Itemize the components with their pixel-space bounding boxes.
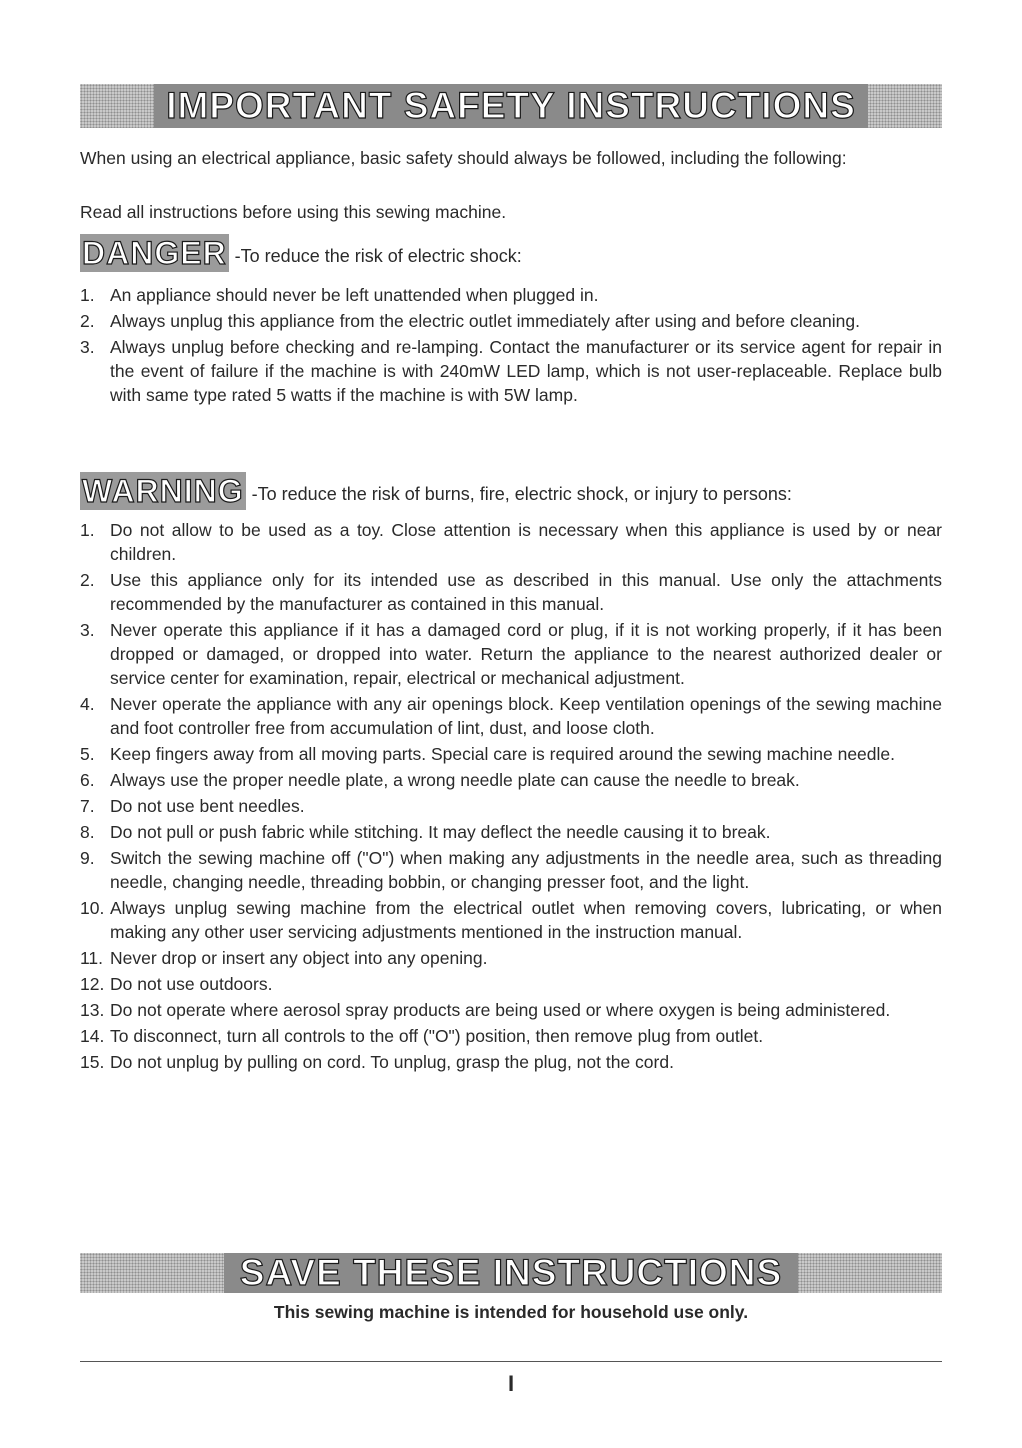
warning-description: -To reduce the risk of burns, fire, electric shock, or injury to persons:	[251, 484, 792, 504]
item-text: Do not operate where aerosol spray products are being used or where oxygen is being administered.	[110, 1000, 891, 1020]
page-title: IMPORTANT SAFETY INSTRUCTIONS	[154, 84, 868, 128]
item-text: Always unplug sewing machine from the electrical outlet when removing covers, lubricating, or when making any other user servicing adjustments mentioned in the instruction manual.	[110, 898, 942, 942]
item-number: 3.	[80, 620, 95, 640]
item-number: 6.	[80, 770, 95, 790]
page-number: I	[507, 1371, 515, 1396]
item-number: 1.	[80, 285, 95, 305]
footer-divider	[80, 1361, 942, 1362]
item-text: Switch the sewing machine off ("O") when making any adjustments in the needle area, such as threading needle, changing needle, threading bobbin, or changing presser foot, and the light.	[110, 848, 942, 892]
item-text: Always unplug this appliance from the electric outlet immediately after using and before cleaning.	[110, 311, 860, 331]
list-item	[80, 946, 942, 970]
household-note: This sewing machine is intended for household use only.	[273, 1302, 749, 1322]
item-number: 10.	[80, 898, 105, 918]
item-number: 12.	[80, 974, 105, 994]
item-number: 11.	[80, 948, 104, 968]
danger-list	[80, 283, 942, 409]
save-instructions-banner	[80, 1253, 942, 1293]
list-item	[80, 998, 942, 1022]
item-number: 7.	[80, 796, 95, 816]
item-number: 2.	[80, 311, 95, 331]
save-instructions-title: SAVE THESE INSTRUCTIONS	[224, 1253, 798, 1293]
list-item	[80, 768, 942, 792]
item-text: Always use the proper needle plate, a wrong needle plate can cause the needle to break.	[110, 770, 800, 790]
item-number: 13.	[80, 1000, 105, 1020]
danger-description: -To reduce the risk of electric shock:	[234, 246, 522, 266]
list-item	[80, 1024, 942, 1048]
item-text: Never drop or insert any object into any opening.	[110, 948, 488, 968]
warning-list	[80, 518, 942, 1076]
item-text: An appliance should never be left unattended when plugged in.	[110, 285, 599, 305]
list-item	[80, 1050, 942, 1074]
list-item	[80, 692, 942, 740]
danger-heading	[80, 232, 942, 272]
item-text: Do not pull or push fabric while stitching. It may deflect the needle causing it to break.	[110, 822, 771, 842]
item-number: 4.	[80, 694, 95, 714]
item-number: 5.	[80, 744, 95, 764]
item-number: 15.	[80, 1052, 105, 1072]
item-text: Do not use bent needles.	[110, 796, 305, 816]
item-number: 8.	[80, 822, 95, 842]
title-banner	[80, 84, 942, 128]
danger-label: DANGER	[82, 235, 227, 271]
intro-read-all: Read all instructions before using this sewing machine.	[80, 202, 507, 222]
list-item	[80, 309, 942, 333]
item-number: 1.	[80, 520, 95, 540]
item-text: Never operate this appliance if it has a damaged cord or plug, if it is not working properly, if it has been dropped or damaged, or dropped into water. Return the appliance to the nearest authorized dealer or service center for examination, repair, electrical or mechanical adjustment.	[110, 620, 942, 688]
list-item	[80, 568, 942, 616]
item-text: Do not use outdoors.	[110, 974, 273, 994]
item-text: Keep fingers away from all moving parts. Special care is required around the sewing machine needle.	[110, 744, 896, 764]
list-item	[80, 518, 942, 566]
list-item	[80, 742, 942, 766]
item-text: Always unplug before checking and re-lamping. Contact the manufacturer or its service agent for repair in the event of failure if the machine is with 240mW LED lamp, which is not user-replaceable. Replace bulb with same type rated 5 watts if the machine is with 5W lamp.	[110, 337, 942, 405]
list-item	[80, 972, 942, 996]
item-text: Use this appliance only for its intended use as described in this manual. Use only the attachments recommended by the manufacturer as contained in this manual.	[110, 570, 942, 614]
warning-heading	[80, 470, 942, 510]
item-text: Do not allow to be used as a toy. Close attention is necessary when this appliance is used by or near children.	[110, 520, 942, 564]
list-item	[80, 896, 942, 944]
list-item	[80, 794, 942, 818]
warning-label: WARNING	[82, 473, 244, 509]
list-item	[80, 335, 942, 407]
item-text: Never operate the appliance with any air openings block. Keep ventilation openings of the sewing machine and foot controller free from accumulation of lint, dust, and loose cloth.	[110, 694, 942, 738]
item-number: 9.	[80, 848, 95, 868]
list-item	[80, 618, 942, 690]
item-number: 2.	[80, 570, 95, 590]
item-number: 14.	[80, 1026, 105, 1046]
item-text: Do not unplug by pulling on cord. To unplug, grasp the plug, not the cord.	[110, 1052, 674, 1072]
intro-paragraph: When using an electrical appliance, basic safety should always be followed, including the following:	[80, 148, 847, 168]
list-item	[80, 283, 942, 307]
list-item	[80, 846, 942, 894]
item-number: 3.	[80, 337, 95, 357]
list-item	[80, 820, 942, 844]
item-text: To disconnect, turn all controls to the off ("O") position, then remove plug from outlet.	[110, 1026, 764, 1046]
